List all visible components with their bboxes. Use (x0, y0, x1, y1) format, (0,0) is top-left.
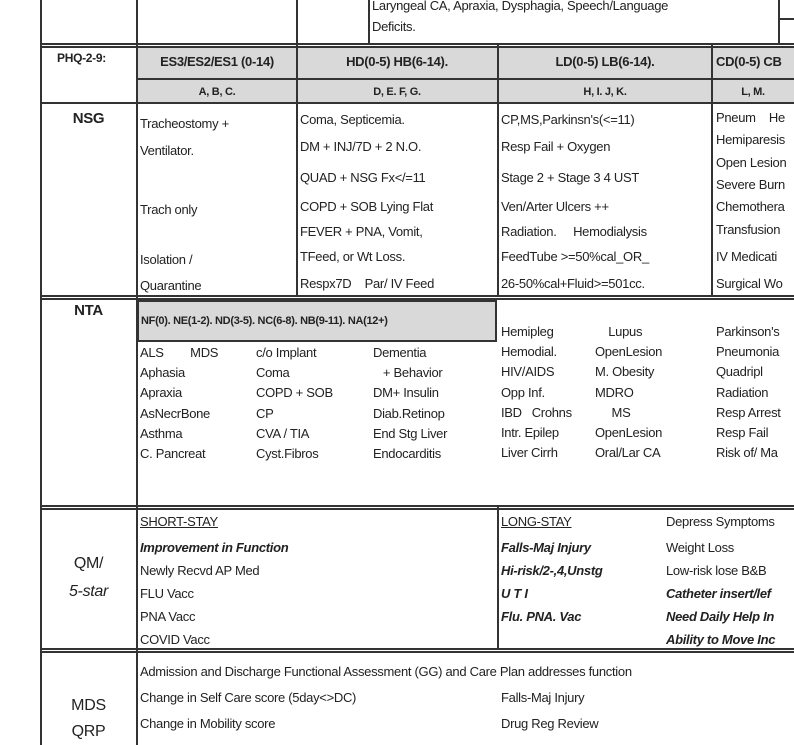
nta-item: M. Obesity (595, 364, 655, 380)
nta-item: MS (595, 404, 631, 420)
mds-label: MDS (71, 697, 106, 714)
nsg-item: CP,MS,Parkinsn's(<=11) (501, 112, 635, 127)
phq-subheader: L, M. (741, 86, 765, 98)
nsg-item: IV Medicati (716, 249, 778, 264)
row-divider (137, 78, 794, 80)
nta-item: Liver Cirrh (501, 445, 558, 461)
nta-item: Resp Fail (716, 425, 769, 440)
mds-item: Falls-Maj Injury (501, 690, 585, 705)
mds-label: QRP (71, 723, 106, 740)
nsg-item: DM + INJ/7D + 2 N.O. (300, 139, 422, 154)
nta-item: Intr. Epilep (501, 425, 559, 440)
nta-item: COPD + SOB (256, 385, 333, 401)
nta-item: Aphasia (140, 365, 185, 381)
nsg-item: Tracheostomy + (140, 116, 229, 131)
nsg-item: Trach only (140, 202, 198, 217)
nta-item: Radiation (716, 384, 769, 400)
nsg-item: FEVER + PNA, Vomit, (300, 224, 423, 239)
nta-item: C. Pancreat (140, 446, 206, 461)
nta-item: Endocarditis (373, 446, 441, 461)
nsg-item: Severe Burn (716, 177, 785, 192)
nsg-item: Resp Fail + Oxygen (501, 139, 611, 154)
nta-item: HIV/AIDS (501, 364, 555, 380)
qm-item: PNA Vacc (140, 609, 196, 624)
nsg-item: Chemothera (716, 199, 785, 214)
nta-item: CP (256, 405, 274, 421)
nta-item: Asthma (140, 425, 183, 441)
nta-item: Opp Inf. (501, 384, 545, 400)
short-stay-title: SHORT-STAY (140, 514, 218, 529)
nta-item: OpenLesion (595, 425, 663, 440)
phq-label: PHQ-2-9: (57, 51, 106, 65)
nsg-item: Quarantine (140, 278, 202, 293)
nta-item: Quadripl (716, 364, 763, 380)
double-rule (40, 505, 794, 510)
nsg-item: COPD + SOB Lying Flat (300, 199, 434, 214)
col-divider (497, 507, 499, 650)
nta-item: Lupus (595, 324, 643, 339)
nta-item: c/o Implant (256, 345, 317, 360)
qm-item: Weight Loss (666, 540, 734, 555)
top-row-text: Deficits. (372, 19, 416, 34)
qm-item: Ability to Move Inc (666, 632, 776, 647)
nsg-item: Isolation / (140, 252, 193, 267)
nta-item: Apraxia (140, 385, 182, 401)
mds-item: Admission and Discharge Functional Assessment (GG) and Care Plan addresses function (140, 664, 632, 679)
col-divider (368, 0, 370, 45)
double-rule (40, 43, 794, 48)
nsg-item: FeedTube >=50%cal_OR_ (501, 249, 649, 264)
qm-item: Falls-Maj Injury (501, 540, 591, 555)
phq-subheader: A, B, C. (198, 86, 236, 98)
nta-item: Oral/Lar CA (595, 445, 661, 461)
nsg-item: Surgical Wo (716, 276, 783, 291)
nta-item: Parkinson's (716, 324, 780, 339)
double-rule (40, 648, 794, 653)
nta-item: CVA / TIA (256, 425, 310, 441)
nsg-item: QUAD + NSG Fx</=11 (300, 170, 426, 185)
nta-item: Coma (256, 365, 290, 381)
long-stay-title: LONG-STAY (501, 514, 572, 529)
qm-item: COVID Vacc (140, 632, 210, 647)
phq-header: HD(0-5) HB(6-14). (346, 54, 448, 69)
nta-item: + Behavior (373, 365, 443, 381)
phq-header: ES3/ES2/ES1 (0-14) (160, 54, 274, 69)
nta-item: Risk of/ Ma (716, 445, 778, 461)
nsg-item: Ven/Arter Ulcers ++ (501, 199, 609, 214)
qm-item: Newly Recvd AP Med (140, 563, 260, 578)
nsg-item: Transfusion (716, 222, 781, 237)
phq-header: CD(0-5) CB (716, 54, 782, 69)
nsg-item: Respx7D Par/ IV Feed (300, 276, 434, 291)
phq-header: LD(0-5) LB(6-14). (555, 54, 655, 69)
nta-item: Cyst.Fibros (256, 446, 319, 461)
col-divider (497, 45, 499, 297)
nta-item: Hemipleg (501, 324, 554, 339)
qm-item: U T I (501, 586, 528, 601)
mds-item: Change in Mobility score (140, 716, 276, 731)
mds-item: Drug Reg Review (501, 716, 599, 731)
row-divider (40, 102, 794, 104)
nta-item: OpenLesion (595, 344, 663, 360)
nta-label: NTA (74, 302, 103, 319)
nsg-item: Open Lesion (716, 155, 787, 170)
col-divider (778, 0, 780, 45)
nsg-item: 26-50%cal+Fluid>=501cc. (501, 276, 645, 291)
nsg-item: Stage 2 + Stage 3 4 UST (501, 170, 639, 185)
nta-item: Hemodial. (501, 344, 557, 360)
nta-item: Pneumonia (716, 344, 780, 360)
nta-item: End Stg Liver (373, 425, 448, 441)
nta-item: AsNecrBone (140, 405, 210, 421)
nta-item: MDRO (595, 384, 634, 400)
row-divider (778, 18, 794, 20)
qm-item: FLU Vacc (140, 586, 194, 601)
double-rule (40, 295, 794, 300)
nsg-item: Ventilator. (140, 143, 194, 158)
nsg-item: Hemiparesis (716, 132, 785, 147)
top-row-text: Laryngeal CA, Apraxia, Dysphagia, Speech/Language (372, 0, 669, 13)
nta-item: IBD Crohns (501, 404, 572, 420)
nta-item: Dementia (373, 345, 427, 360)
phq-subheader: H, I. J, K. (583, 86, 627, 98)
nta-item: ALS MDS (140, 345, 219, 360)
qm-item: Depress Symptoms (666, 514, 775, 529)
phq-subheader: D, E. F, G. (373, 86, 421, 98)
nta-item: DM+ Insulin (373, 385, 439, 401)
qm-item: Hi-risk/2-,4,Unstg (501, 563, 603, 578)
nsg-item: Coma, Septicemia. (300, 112, 405, 127)
col-divider (711, 45, 713, 297)
nta-header: NF(0). NE(1-2). ND(3-5). NC(6-8). NB(9-11). NA(12+) (141, 315, 388, 327)
qm-item: Improvement in Function (140, 540, 289, 555)
qm-label: 5-star (68, 583, 109, 600)
nsg-item: Radiation. Hemodialysis (501, 224, 647, 239)
nta-item: Resp Arrest (716, 404, 781, 420)
nsg-label: NSG (72, 110, 105, 127)
qm-item: Need Daily Help In (666, 609, 775, 624)
mds-item: Change in Self Care score (5day<>DC) (140, 690, 357, 705)
nsg-item: Pneum He (716, 110, 785, 125)
qm-label: QM/ (73, 555, 104, 572)
nsg-item: TFeed, or Wt Loss. (300, 249, 406, 264)
qm-item: Flu. PNA. Vac (501, 609, 582, 624)
nta-item: Diab.Retinop (373, 405, 445, 421)
qm-item: Catheter insert/lef (666, 586, 771, 601)
qm-item: Low-risk lose B&B (666, 563, 767, 578)
